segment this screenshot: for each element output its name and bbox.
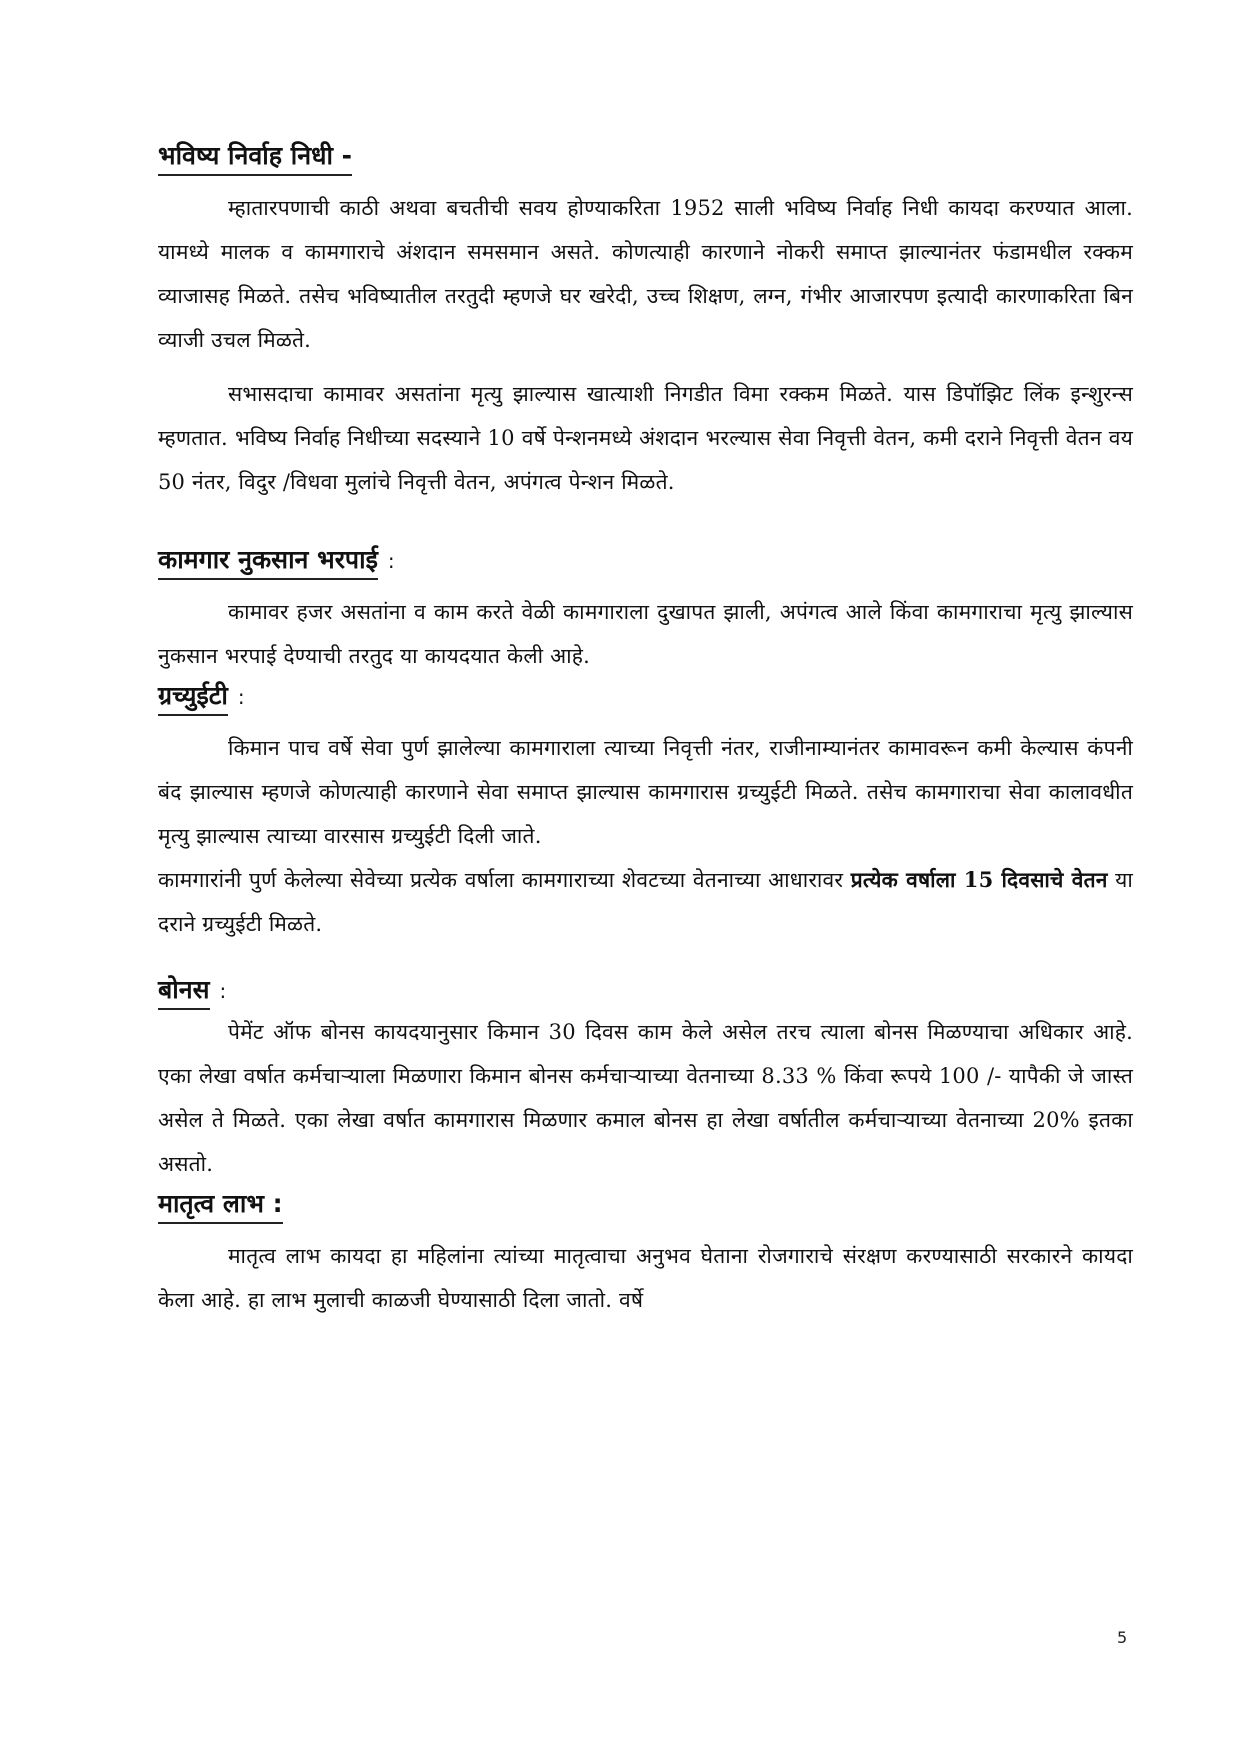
paragraph-gratuity-rate — [158, 858, 1133, 946]
spacer — [158, 1224, 1133, 1234]
heading-row — [158, 138, 1133, 176]
section-heading: ग्रच्युईटी — [158, 678, 228, 716]
section-workmen-compensation — [158, 542, 1133, 678]
heading-row — [158, 972, 1133, 1010]
spacer — [158, 946, 1133, 972]
heading-colon: : — [387, 549, 395, 573]
paragraph-text: कामगारांनी पुर्ण केलेल्या सेवेच्या प्रत्येक वर्षाला कामगाराच्या शेवटच्या वेतनाच्या आधारावर — [158, 868, 844, 892]
paragraph: म्हातारपणाची काठी अथवा बचतीची सवय होण्याकरिता 1952 साली भविष्य निर्वाह निधी कायदा करण्यात आला. यामध्ये मालक व कामगाराचे अंशदान समसमान असते. कोणत्याही कारणाने नोकरी समाप्त झाल्यानंतर फंडामधील रक्कम व्याजासह मिळते. तसेच भविष्यातील तरतुदी म्हणजे घर खरेदी, उच्च शिक्षण, लग्न, गंभीर आजारपण इत्यादी कारणाकरिता बिन व्याजी उचल मिळते. — [158, 196, 1133, 352]
paragraph: मातृत्व लाभ कायदा हा महिलांना त्यांच्या मातृत्वाचा अनुभव घेताना रोजगाराचे संरक्षण करण्यासाठी सरकारने कायदा केला आहे. हा लाभ मुलाची काळजी घेण्यासाठी दिला जातो. वर्षे — [158, 1244, 1133, 1312]
bold-rate-text: प्रत्येक वर्षाला 15 दिवसाचे वेतन — [850, 867, 1108, 892]
section-heading: बोनस — [158, 972, 210, 1010]
spacer — [158, 176, 1133, 186]
spacer — [158, 504, 1133, 542]
paragraph-tail: या दराने ग्रच्युईटी मिळते. — [158, 868, 1134, 936]
section-gratuity — [158, 678, 1133, 946]
section-heading: मातृत्व लाभ : — [158, 1186, 283, 1224]
paragraph: पेमेंट ऑफ बोनस कायदयानुसार किमान 30 दिवस काम केले असेल तरच त्याला बोनस मिळण्याचा अधिकार आहे. एका लेखा वर्षात कर्मचाऱ्याला मिळणारा किमान बोनस कर्मचाऱ्याच्या वेतनाच्या 8.33 % किंवा रूपये 100 /- यापैकी जे जास्त असेल ते मिळते. एका लेखा वर्षात कामगारास मिळणार कमाल बोनस हा लेखा वर्षातील कर्मचाऱ्याच्या वेतनाच्या 20% इतका असतो. — [158, 1020, 1133, 1176]
heading-row — [158, 1186, 1133, 1224]
page-number: 5 — [1117, 1628, 1128, 1647]
paragraph: किमान पाच वर्षे सेवा पुर्ण झालेल्या कामगाराला त्याच्या निवृत्ती नंतर, राजीनाम्यानंतर कामावरून कमी केल्यास कंपनी बंद झाल्यास म्हणजे कोणत्याही कारणाने सेवा समाप्त झाल्यास कामगारास ग्रच्युईटी मिळते. तसेच कामगाराचा सेवा कालावधीत मृत्यु झाल्यास त्याच्या वारसास ग्रच्युईटी दिली जाते. — [158, 736, 1133, 848]
paragraph: सभासदाचा कामावर असतांना मृत्यु झाल्यास खात्याशी निगडीत विमा रक्कम मिळते. यास डिपॉझिट लिंक इन्शुरन्स म्हणतात. भविष्य निर्वाह निधीच्या सदस्याने 10 वर्षे पेन्शनमध्ये अंशदान भरल्यास सेवा निवृत्ती वेतन, कमी दराने निवृत्ती वेतन वय 50 नंतर, विदुर /विधवा मुलांचे निवृत्ती वेतन, अपंगत्व पेन्शन मिळते. — [158, 382, 1133, 494]
spacer — [158, 716, 1133, 726]
heading-row — [158, 542, 1133, 580]
section-heading: भविष्य निर्वाह निधी - — [158, 138, 352, 176]
paragraph: कामावर हजर असतांना व काम करते वेळी कामगाराला दुखापत झाली, अपंगत्व आले किंवा कामगाराचा मृत्यु झाल्यास नुकसान भरपाई देण्याची तरतुद या कायदयात केली आहे. — [158, 600, 1133, 668]
heading-colon: : — [237, 685, 245, 709]
section-provident-fund — [158, 138, 1133, 504]
heading-row — [158, 678, 1133, 716]
section-maternity-benefit — [158, 1186, 1133, 1322]
spacer — [158, 362, 1133, 372]
spacer — [158, 580, 1133, 590]
section-heading: कामगार नुकसान भरपाई — [158, 542, 378, 580]
section-bonus — [158, 972, 1133, 1186]
heading-colon: : — [219, 979, 227, 1003]
page-content — [158, 138, 1133, 1322]
